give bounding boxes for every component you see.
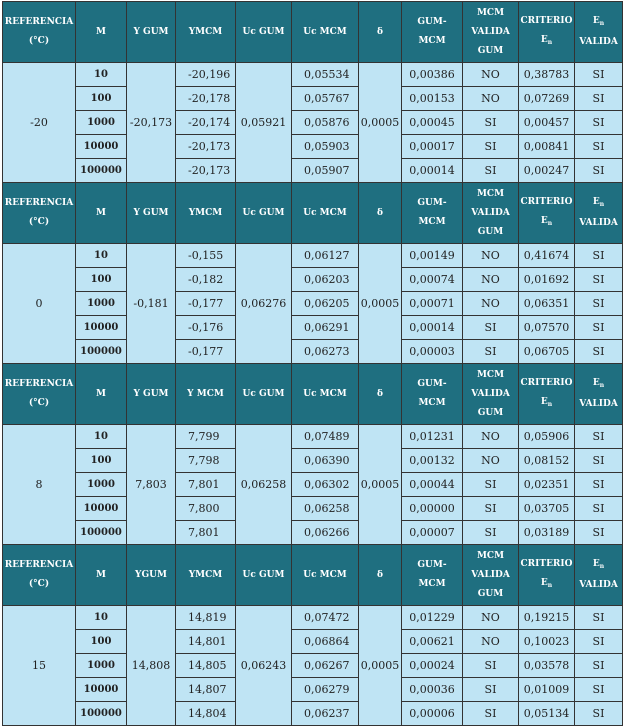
uc-gum-value: 0,05921 <box>236 63 292 183</box>
gum-mcm-value: 0,00036 <box>402 678 463 702</box>
header-y-mcm: YMCM <box>176 545 236 606</box>
header-en-letter: E <box>592 16 600 26</box>
header-y-gum: Y GUM <box>127 183 176 244</box>
criterio-value: 0,19215 <box>519 606 575 630</box>
uc-mcm-value: 0,06127 <box>292 244 359 268</box>
header-mcm-validez-word: VALIDA <box>471 26 510 37</box>
criterio-value: 0,00457 <box>519 111 575 135</box>
m-value: 100 <box>76 87 127 111</box>
m-value: 10000 <box>76 678 127 702</box>
y-mcm-value: -0,182 <box>176 268 236 292</box>
table-row <box>3 111 623 135</box>
y-mcm-value: -0,176 <box>176 316 236 340</box>
en-valid-value: SI <box>575 292 623 316</box>
m-value: 10 <box>76 425 127 449</box>
header-mcm-validez <box>463 545 519 606</box>
uc-mcm-value: 0,07472 <box>292 606 359 630</box>
m-value: 1000 <box>76 654 127 678</box>
y-mcm-value: 7,798 <box>176 449 236 473</box>
criterio-value: 0,06351 <box>519 292 575 316</box>
header-mcm-validez-word: VALIDA <box>471 388 510 399</box>
m-value: 100000 <box>76 159 127 183</box>
header-criterio-en <box>519 545 575 606</box>
gum-mcm-value: 0,00007 <box>402 521 463 545</box>
criterio-value: 0,01009 <box>519 678 575 702</box>
table-row <box>3 473 623 497</box>
m-value: 1000 <box>76 111 127 135</box>
header-gum-mcm-label-2: MCM <box>418 579 446 589</box>
header-unit-label: (°C) <box>28 398 50 408</box>
header-mcm-validez-word: GUM <box>477 588 504 599</box>
gum-mcm-value: 0,00000 <box>402 497 463 521</box>
header-referencia <box>3 2 76 63</box>
header-unit-label: (°C) <box>28 36 50 46</box>
gum-mcm-value: 0,00014 <box>402 316 463 340</box>
header-criterio-label: CRITERIO <box>520 197 573 207</box>
header-mcm-validez-word: MCM <box>476 188 505 199</box>
header-mcm-validez <box>463 2 519 63</box>
table-row <box>3 521 623 545</box>
criterio-value: 0,03189 <box>519 521 575 545</box>
table-body <box>3 2 623 726</box>
en-valid-value: SI <box>575 630 623 654</box>
referencia-value: 0 <box>3 244 76 364</box>
header-mcm-validez <box>463 183 519 244</box>
m-value: 100 <box>76 449 127 473</box>
header-uc-gum: Uc GUM <box>236 364 292 425</box>
header-delta: δ <box>359 2 402 63</box>
uc-mcm-value: 0,05903 <box>292 135 359 159</box>
en-valid-value: SI <box>575 111 623 135</box>
header-criterio-label: CRITERIO <box>520 16 573 26</box>
header-y-gum: Y GUM <box>127 2 176 63</box>
header-mcm-validez-word: MCM <box>476 369 505 380</box>
header-mcm-validez <box>463 364 519 425</box>
table-row <box>3 449 623 473</box>
en-valid-value: SI <box>575 606 623 630</box>
table-row <box>3 63 623 87</box>
header-en-valida <box>575 183 623 244</box>
gum-mcm-value: 0,00006 <box>402 702 463 726</box>
m-value: 10000 <box>76 497 127 521</box>
table-row <box>3 630 623 654</box>
header-m: M <box>76 364 127 425</box>
gum-mcm-value: 0,00017 <box>402 135 463 159</box>
header-referencia-label: REFERENCIA <box>4 560 74 570</box>
header-gum-mcm-label-2: MCM <box>418 398 446 408</box>
criterio-value: 0,41674 <box>519 244 575 268</box>
criterio-value: 0,03705 <box>519 497 575 521</box>
table-row <box>3 606 623 630</box>
gum-mcm-value: 0,01231 <box>402 425 463 449</box>
header-gum-mcm <box>402 2 463 63</box>
en-valid-value: SI <box>575 340 623 364</box>
header-referencia-label: REFERENCIA <box>4 198 74 208</box>
gum-mcm-value: 0,00024 <box>402 654 463 678</box>
header-delta: δ <box>359 364 402 425</box>
mcm-valid-value: NO <box>463 268 519 292</box>
criterio-value: 0,03578 <box>519 654 575 678</box>
header-valida-label: VALIDA <box>579 399 618 409</box>
criterio-value: 0,07269 <box>519 87 575 111</box>
header-referencia <box>3 545 76 606</box>
header-delta: δ <box>359 545 402 606</box>
uc-mcm-value: 0,06291 <box>292 316 359 340</box>
uc-mcm-value: 0,06273 <box>292 340 359 364</box>
table-row <box>3 268 623 292</box>
m-value: 10 <box>76 606 127 630</box>
gum-mcm-value: 0,00071 <box>402 292 463 316</box>
mcm-valid-value: NO <box>463 425 519 449</box>
criterio-value: 0,06705 <box>519 340 575 364</box>
y-gum-value: -0,181 <box>127 244 176 364</box>
y-gum-value: 7,803 <box>127 425 176 545</box>
y-mcm-value: 14,819 <box>176 606 236 630</box>
table-row <box>3 159 623 183</box>
header-en-subscript: n <box>547 401 553 408</box>
header-unit-label: (°C) <box>28 579 50 589</box>
m-value: 1000 <box>76 292 127 316</box>
m-value: 10000 <box>76 316 127 340</box>
header-gum-mcm-label-2: MCM <box>418 36 446 46</box>
header-en-valida <box>575 2 623 63</box>
header-m: M <box>76 183 127 244</box>
gum-mcm-value: 0,00045 <box>402 111 463 135</box>
gum-mcm-value: 0,00014 <box>402 159 463 183</box>
criterio-value: 0,10023 <box>519 630 575 654</box>
header-mcm-validez-word: GUM <box>477 45 504 56</box>
en-valid-value: SI <box>575 63 623 87</box>
header-delta: δ <box>359 183 402 244</box>
uc-mcm-value: 0,07489 <box>292 425 359 449</box>
uc-gum-value: 0,06258 <box>236 425 292 545</box>
mcm-valid-value: SI <box>463 678 519 702</box>
y-mcm-value: 7,799 <box>176 425 236 449</box>
header-en-valida <box>575 364 623 425</box>
table-row <box>3 87 623 111</box>
mcm-valid-value: SI <box>463 135 519 159</box>
uc-gum-value: 0,06276 <box>236 244 292 364</box>
mcm-valid-value: SI <box>463 521 519 545</box>
en-valid-value: SI <box>575 473 623 497</box>
header-y-mcm: Y MCM <box>176 364 236 425</box>
header-criterio-en <box>519 364 575 425</box>
uc-mcm-value: 0,06302 <box>292 473 359 497</box>
uc-mcm-value: 0,06237 <box>292 702 359 726</box>
en-valid-value: SI <box>575 702 623 726</box>
header-gum-mcm <box>402 183 463 244</box>
table-row <box>3 678 623 702</box>
m-value: 100000 <box>76 521 127 545</box>
header-en-subscript: n <box>599 563 605 570</box>
mcm-valid-value: NO <box>463 606 519 630</box>
criterio-value: 0,02351 <box>519 473 575 497</box>
uc-mcm-value: 0,06205 <box>292 292 359 316</box>
header-y-mcm: YMCM <box>176 183 236 244</box>
header-valida-label: VALIDA <box>579 218 618 228</box>
uc-mcm-value: 0,06203 <box>292 268 359 292</box>
en-valid-value: SI <box>575 159 623 183</box>
header-y-mcm: YMCM <box>176 2 236 63</box>
header-criterio-label: CRITERIO <box>520 559 573 569</box>
header-row <box>3 364 623 425</box>
table-row <box>3 340 623 364</box>
uc-mcm-value: 0,06258 <box>292 497 359 521</box>
header-en-letter: E <box>592 378 600 388</box>
y-mcm-value: 14,805 <box>176 654 236 678</box>
referencia-value: -20 <box>3 63 76 183</box>
y-mcm-value: -20,173 <box>176 135 236 159</box>
mcm-valid-value: SI <box>463 111 519 135</box>
header-uc-gum: Uc GUM <box>236 2 292 63</box>
mcm-valid-value: NO <box>463 292 519 316</box>
referencia-value: 8 <box>3 425 76 545</box>
m-value: 10000 <box>76 135 127 159</box>
header-valida-label: VALIDA <box>579 580 618 590</box>
gum-mcm-value: 0,00132 <box>402 449 463 473</box>
header-en-subscript: n <box>599 20 605 27</box>
header-mcm-validez-word: GUM <box>477 226 504 237</box>
header-criterio-en <box>519 2 575 63</box>
header-en-subscript: n <box>547 582 553 589</box>
mcm-valid-value: NO <box>463 63 519 87</box>
y-mcm-value: -20,173 <box>176 159 236 183</box>
gum-mcm-value: 0,00074 <box>402 268 463 292</box>
criterio-value: 0,05134 <box>519 702 575 726</box>
criterio-value: 0,01692 <box>519 268 575 292</box>
gum-mcm-value: 0,00044 <box>402 473 463 497</box>
header-referencia <box>3 183 76 244</box>
criterio-value: 0,00247 <box>519 159 575 183</box>
en-valid-value: SI <box>575 521 623 545</box>
header-gum-mcm <box>402 545 463 606</box>
en-valid-value: SI <box>575 87 623 111</box>
header-en-subscript: n <box>547 220 553 227</box>
m-value: 10 <box>76 244 127 268</box>
en-valid-value: SI <box>575 425 623 449</box>
delta-value: 0,0005 <box>359 63 402 183</box>
header-criterio-label: CRITERIO <box>520 378 573 388</box>
mcm-valid-value: SI <box>463 702 519 726</box>
header-mcm-validez-word: VALIDA <box>471 569 510 580</box>
criterio-value: 0,38783 <box>519 63 575 87</box>
mcm-valid-value: SI <box>463 159 519 183</box>
table-row <box>3 654 623 678</box>
mcm-valid-value: NO <box>463 449 519 473</box>
header-gum-mcm <box>402 364 463 425</box>
mcm-valid-value: SI <box>463 316 519 340</box>
y-mcm-value: -20,174 <box>176 111 236 135</box>
uc-mcm-value: 0,06279 <box>292 678 359 702</box>
mcm-valid-value: SI <box>463 654 519 678</box>
header-referencia-label: REFERENCIA <box>4 379 74 389</box>
m-value: 1000 <box>76 473 127 497</box>
header-referencia-label: REFERENCIA <box>4 17 74 27</box>
mcm-valid-value: NO <box>463 244 519 268</box>
uc-mcm-value: 0,05876 <box>292 111 359 135</box>
uc-mcm-value: 0,06390 <box>292 449 359 473</box>
m-value: 100 <box>76 268 127 292</box>
mcm-valid-value: SI <box>463 497 519 521</box>
gum-mcm-value: 0,00003 <box>402 340 463 364</box>
header-mcm-validez-word: GUM <box>477 407 504 418</box>
en-valid-value: SI <box>575 654 623 678</box>
m-value: 100 <box>76 630 127 654</box>
y-mcm-value: 7,800 <box>176 497 236 521</box>
y-mcm-value: -0,177 <box>176 292 236 316</box>
en-valid-value: SI <box>575 497 623 521</box>
table-row <box>3 316 623 340</box>
y-mcm-value: -0,155 <box>176 244 236 268</box>
en-valid-value: SI <box>575 244 623 268</box>
header-y-gum: YGUM <box>127 545 176 606</box>
table-row <box>3 497 623 521</box>
uc-mcm-value: 0,06267 <box>292 654 359 678</box>
m-value: 100000 <box>76 340 127 364</box>
header-uc-mcm: Uc MCM <box>292 183 359 244</box>
table-row <box>3 135 623 159</box>
delta-value: 0,0005 <box>359 425 402 545</box>
y-mcm-value: -0,177 <box>176 340 236 364</box>
y-mcm-value: 14,801 <box>176 630 236 654</box>
mcm-valid-value: NO <box>463 630 519 654</box>
header-gum-mcm-label: GUM- <box>417 17 447 27</box>
header-m: M <box>76 545 127 606</box>
header-en-letter: E <box>592 197 600 207</box>
header-en-letter: E <box>540 397 548 407</box>
table-row <box>3 244 623 268</box>
criterio-value: 0,08152 <box>519 449 575 473</box>
uc-mcm-value: 0,06864 <box>292 630 359 654</box>
header-row <box>3 2 623 63</box>
gum-mcm-value: 0,00149 <box>402 244 463 268</box>
header-valida-label: VALIDA <box>579 37 618 47</box>
header-unit-label: (°C) <box>28 217 50 227</box>
en-valid-value: SI <box>575 316 623 340</box>
criterio-value: 0,07570 <box>519 316 575 340</box>
en-valid-value: SI <box>575 449 623 473</box>
delta-value: 0,0005 <box>359 244 402 364</box>
table-row <box>3 702 623 726</box>
header-mcm-validez-word: MCM <box>476 550 505 561</box>
criterio-value: 0,00841 <box>519 135 575 159</box>
uc-mcm-value: 0,06266 <box>292 521 359 545</box>
header-uc-mcm: Uc MCM <box>292 2 359 63</box>
header-uc-mcm: Uc MCM <box>292 545 359 606</box>
y-mcm-value: 7,801 <box>176 521 236 545</box>
header-row <box>3 545 623 606</box>
header-row <box>3 183 623 244</box>
header-y-gum: Y GUM <box>127 364 176 425</box>
header-en-valida <box>575 545 623 606</box>
uncertainty-results-table <box>2 1 623 726</box>
header-gum-mcm-label: GUM- <box>417 198 447 208</box>
header-mcm-validez-word: VALIDA <box>471 207 510 218</box>
header-uc-gum: Uc GUM <box>236 183 292 244</box>
m-value: 100000 <box>76 702 127 726</box>
gum-mcm-value: 0,01229 <box>402 606 463 630</box>
table-row <box>3 425 623 449</box>
gum-mcm-value: 0,00621 <box>402 630 463 654</box>
y-mcm-value: -20,196 <box>176 63 236 87</box>
gum-mcm-value: 0,00386 <box>402 63 463 87</box>
y-gum-value: 14,808 <box>127 606 176 726</box>
header-gum-mcm-label-2: MCM <box>418 217 446 227</box>
header-en-letter: E <box>540 35 548 45</box>
header-en-subscript: n <box>599 201 605 208</box>
y-mcm-value: 14,804 <box>176 702 236 726</box>
criterio-value: 0,05906 <box>519 425 575 449</box>
header-en-subscript: n <box>547 39 553 46</box>
mcm-valid-value: NO <box>463 87 519 111</box>
header-criterio-en <box>519 183 575 244</box>
header-en-letter: E <box>540 216 548 226</box>
header-en-letter: E <box>540 578 548 588</box>
delta-value: 0,0005 <box>359 606 402 726</box>
y-gum-value: -20,173 <box>127 63 176 183</box>
y-mcm-value: 7,801 <box>176 473 236 497</box>
m-value: 10 <box>76 63 127 87</box>
header-m: M <box>76 2 127 63</box>
table-row <box>3 292 623 316</box>
header-referencia <box>3 364 76 425</box>
en-valid-value: SI <box>575 678 623 702</box>
en-valid-value: SI <box>575 268 623 292</box>
gum-mcm-value: 0,00153 <box>402 87 463 111</box>
header-uc-mcm: Uc MCM <box>292 364 359 425</box>
header-en-subscript: n <box>599 382 605 389</box>
en-valid-value: SI <box>575 135 623 159</box>
mcm-valid-value: SI <box>463 340 519 364</box>
header-mcm-validez-word: MCM <box>476 7 505 18</box>
header-uc-gum: Uc GUM <box>236 545 292 606</box>
mcm-valid-value: SI <box>463 473 519 497</box>
uc-mcm-value: 0,05907 <box>292 159 359 183</box>
header-gum-mcm-label: GUM- <box>417 560 447 570</box>
header-en-letter: E <box>592 559 600 569</box>
referencia-value: 15 <box>3 606 76 726</box>
uc-mcm-value: 0,05534 <box>292 63 359 87</box>
uc-gum-value: 0,06243 <box>236 606 292 726</box>
y-mcm-value: 14,807 <box>176 678 236 702</box>
y-mcm-value: -20,178 <box>176 87 236 111</box>
uc-mcm-value: 0,05767 <box>292 87 359 111</box>
header-gum-mcm-label: GUM- <box>417 379 447 389</box>
